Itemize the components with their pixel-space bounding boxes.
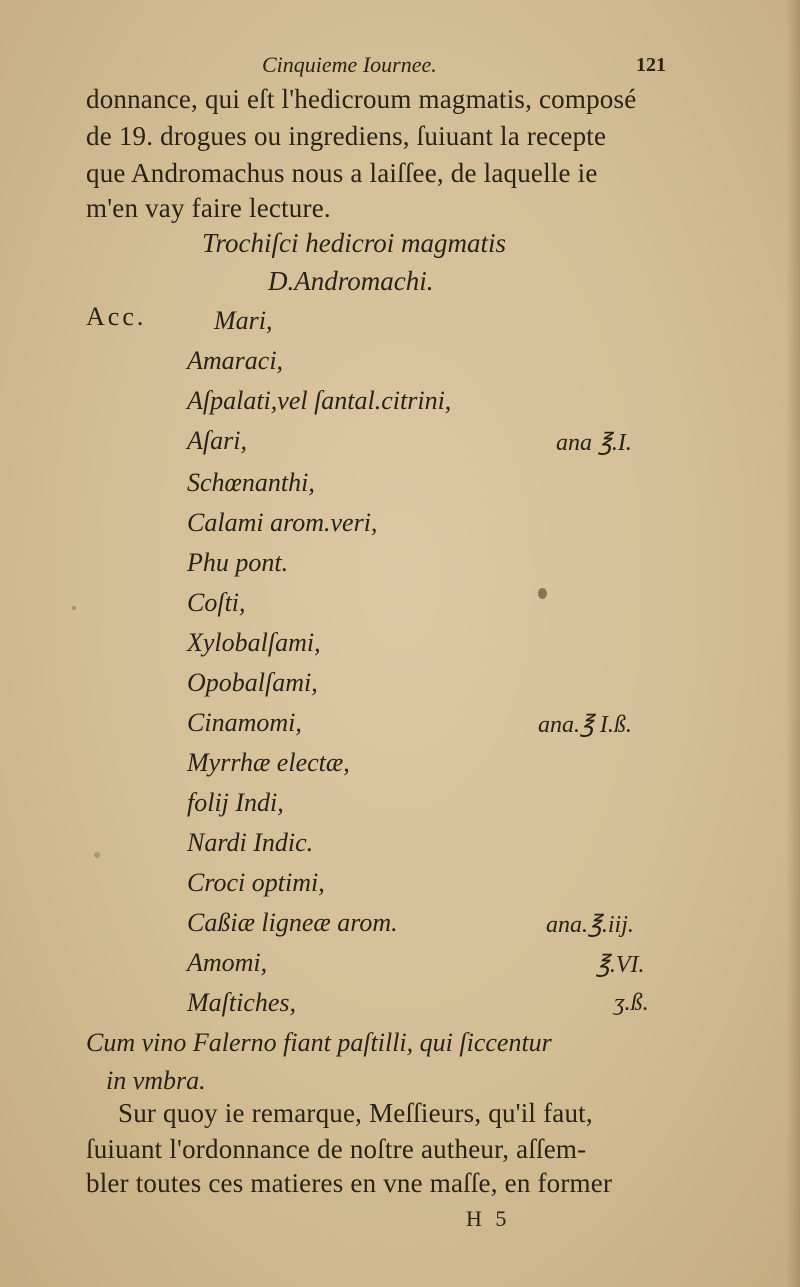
ingredient: Coſti, (187, 588, 246, 617)
recipe-title-line: D.Andromachi. (268, 266, 434, 296)
intro-line: de 19. drogues ou ingrediens, ſuiuant la recepte (86, 121, 607, 151)
ingredient: Xylobalſami, (187, 628, 321, 657)
acc-label: Acc. (86, 302, 147, 331)
ingredient: Calami arom.veri, (187, 508, 378, 537)
ingredient: Cinamomi, (187, 708, 302, 737)
ingredient: Schœnanthi, (187, 468, 315, 497)
ingredient: folij Indi, (187, 788, 284, 817)
quantity: ana ℥.I. (556, 430, 632, 456)
quantity: ʒ.ß. (614, 990, 649, 1016)
intro-line: m'en vay faire lecture. (86, 193, 331, 223)
ink-spot (538, 588, 547, 599)
instruction-line: Cum vino Falerno fiant paſtilli, qui ſiccentur (86, 1028, 552, 1057)
ingredient: Maſtiches, (187, 988, 297, 1017)
quantity: ℥.VI. (596, 952, 645, 978)
ingredient: Opobalſami, (187, 668, 318, 697)
quantity: ana.℥.iij. (546, 912, 634, 938)
ink-spot (72, 606, 76, 610)
closing-line: ſuiuant l'ordonnance de noſtre autheur, aſſem- (86, 1134, 587, 1164)
ingredient: Nardi Indic. (187, 828, 314, 857)
ingredient: Myrrhæ electæ, (187, 748, 350, 777)
instruction-line: in vmbra. (106, 1066, 206, 1095)
closing-line: Sur quoy ie remarque, Meſſieurs, qu'il faut, (118, 1098, 593, 1128)
page-edge-shadow (786, 0, 800, 1287)
ink-spot (94, 852, 100, 858)
ingredient: Aſpalati,vel ſantal.citrini, (187, 386, 452, 415)
quantity: ana.℥ I.ß. (538, 712, 632, 738)
ingredient: Mari, (214, 306, 273, 335)
recipe-title-line: Trochiſci hedicroi magmatis (202, 228, 506, 258)
ingredient: Phu pont. (187, 548, 289, 577)
ingredient: Caßiæ ligneæ arom. (187, 908, 398, 937)
running-title: Cinquieme Iournee. (262, 52, 437, 77)
intro-line: donnance, qui eſt l'hedicroum magmatis, composé (86, 84, 637, 114)
ingredient: Aſari, (187, 426, 247, 455)
ingredient: Croci optimi, (187, 868, 325, 897)
closing-line: bler toutes ces matieres en vne maſſe, en former (86, 1168, 613, 1198)
intro-line: que Andromachus nous a laiſſee, de laquelle ie (86, 158, 598, 188)
signature-mark: H 5 (466, 1206, 511, 1231)
ingredient: Amaraci, (187, 346, 284, 375)
ingredient: Amomi, (187, 948, 268, 977)
page-number: 121 (636, 54, 666, 76)
